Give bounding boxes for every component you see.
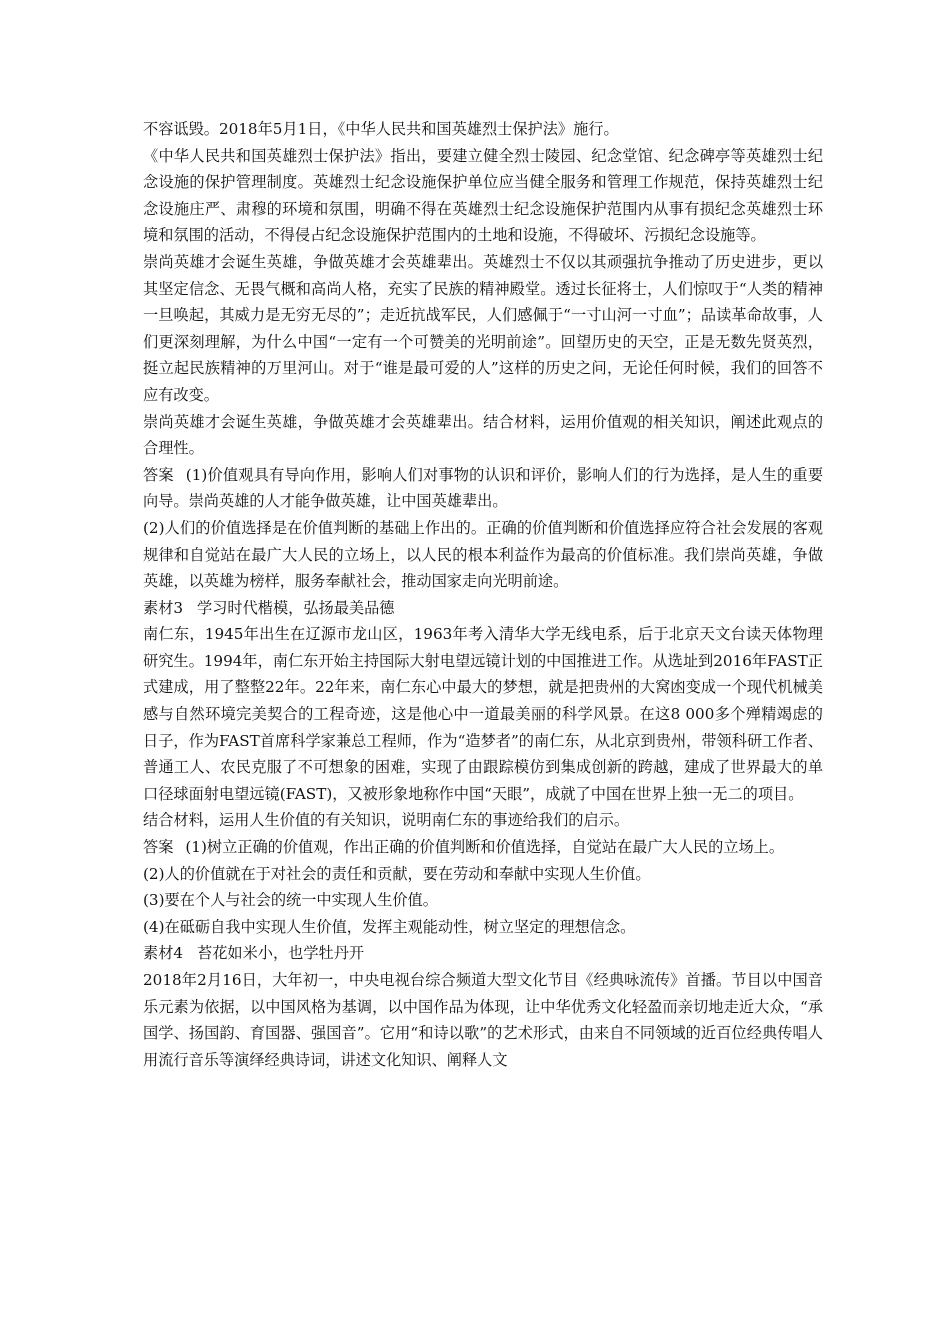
answer-text: (1)价值观具有导向作用，影响人们对事物的认识和评价，影响人们的行为选择，是人生的重要向导。崇尚英雄的人才能争做英雄，让中国英雄辈出。 <box>143 465 824 511</box>
answer-label: 答案 <box>143 838 174 857</box>
paragraph: 《中华人民共和国英雄烈士保护法》指出，要建立健全烈士陵园、纪念堂馆、纪念碑亭等英雄烈士纪念设施的保护管理制度。英雄烈士纪念设施保护单位应当健全服务和管理工作规范，保持英雄烈士纪念设施庄严、肃穆的环境和氛围，明确不得在英雄烈士纪念设施保护范围内从事有损纪念英雄烈士环境和氛围的活动，不得侵占纪念设施保护范围内的土地和设施，不得破坏、污损纪念设施等。 <box>143 146 823 245</box>
answer-paragraph <box>143 834 823 861</box>
paragraph: (3)要在个人与社会的统一中实现人生价值。 <box>143 891 438 910</box>
material-title: 苔花如米小，也学牡丹开 <box>197 944 365 963</box>
material-title: 学习时代楷模，弘扬最美品德 <box>197 598 395 617</box>
paragraph: 2018年2月16日，大年初一，中央电视台综合频道大型文化节目《经典咏流传》首播。节目以中国音乐元素为依据，以中国风格为基调，以中国作品为体现，让中华优秀文化轻盈而亲切地走近大众，“承国学、扬国韵、育国器、强国音”。它用“和诗以歌”的艺术形式，由来自不同领域的近百位经典传唱人用流行音乐等演绎经典诗词，讲述文化知识、阐释人文 <box>143 971 823 1069</box>
material-label: 素材4 <box>143 944 184 963</box>
paragraph: (4)在砥砺自我中实现人生价值，发挥主观能动性，树立坚定的理想信念。 <box>143 917 636 936</box>
material-heading <box>143 940 823 967</box>
material-heading <box>143 595 823 622</box>
paragraph: (2)人的价值就在于对社会的责任和贡献，要在劳动和奉献中实现人生价值。 <box>143 864 651 883</box>
answer-text: (1)树立正确的价值观，作出正确的价值判断和价值选择，自觉站在最广大人民的立场上。 <box>185 838 785 857</box>
paragraph: 崇尚英雄才会诞生英雄，争做英雄才会英雄辈出。英雄烈士不仅以其顽强抗争推动了历史进步，更以其坚定信念、无畏气概和高尚人格，充实了民族的精神殿堂。透过长征将士，人们惊叹于“人类的精神一旦唤起，其威力是无穷无尽的”；走近抗战军民，人们感佩于“一寸山河一寸血”；品读革命故事，人们更深刻理解，为什么中国“一定有一个可赞美的光明前途”。回望历史的天空，正是无数先贤英烈，挺立起民族精神的万里河山。对于“谁是最可爱的人”这样的历史之问，无论任何时候，我们的回答不应有改变。 <box>143 252 823 404</box>
question-paragraph: 崇尚英雄才会诞生英雄，争做英雄才会英雄辈出。结合材料，运用价值观的相关知识，阐述此观点的合理性。 <box>143 412 823 458</box>
document-page <box>143 116 823 1073</box>
paragraph: 不容诋毁。2018年5月1日，《中华人民共和国英雄烈士保护法》施行。 <box>143 120 619 138</box>
question-paragraph: 结合材料，运用人生价值的有关知识，说明南仁东的事迹给我们的启示。 <box>143 811 629 830</box>
material-label: 素材3 <box>143 598 184 617</box>
paragraph: 南仁东，1945年出生在辽源市龙山区，1963年考入清华大学无线电系，后于北京天文台读天体物理研究生。1994年，南仁东开始主持国际大射电望远镜计划的中国推进工作。从选址到2016年FAST正式建成，用了整整22年。22年来，南仁东心中最大的梦想，就是把贵州的大窝凼变成一个现代机械美感与自然环境完美契合的工程奇迹，这是他心中一道最美丽的科学风景。在这8 000多个殚精竭虑的日子，作为FAST首席科学家兼总工程师，作为“造梦者”的南仁东，从北京到贵州，带领科研工作者、普通工人、农民克服了不可想象的困难，实现了由跟踪模仿到集成创新的跨越，建成了世界最大的单口径球面射电望远镜(FAST)，又被形象地称作中国“天眼”，成就了中国在世界上独一无二的项目。 <box>143 625 823 803</box>
paragraph: (2)人们的价值选择是在价值判断的基础上作出的。正确的价值判断和价值选择应符合社会发展的客观规律和自觉站在最广大人民的立场上，以人民的根本利益作为最高的价值标准。我们崇尚英雄，争做英雄，以英雄为榜样，服务奉献社会，推动国家走向光明前途。 <box>143 518 823 591</box>
answer-label: 答案 <box>143 465 174 484</box>
answer-paragraph <box>143 462 823 515</box>
